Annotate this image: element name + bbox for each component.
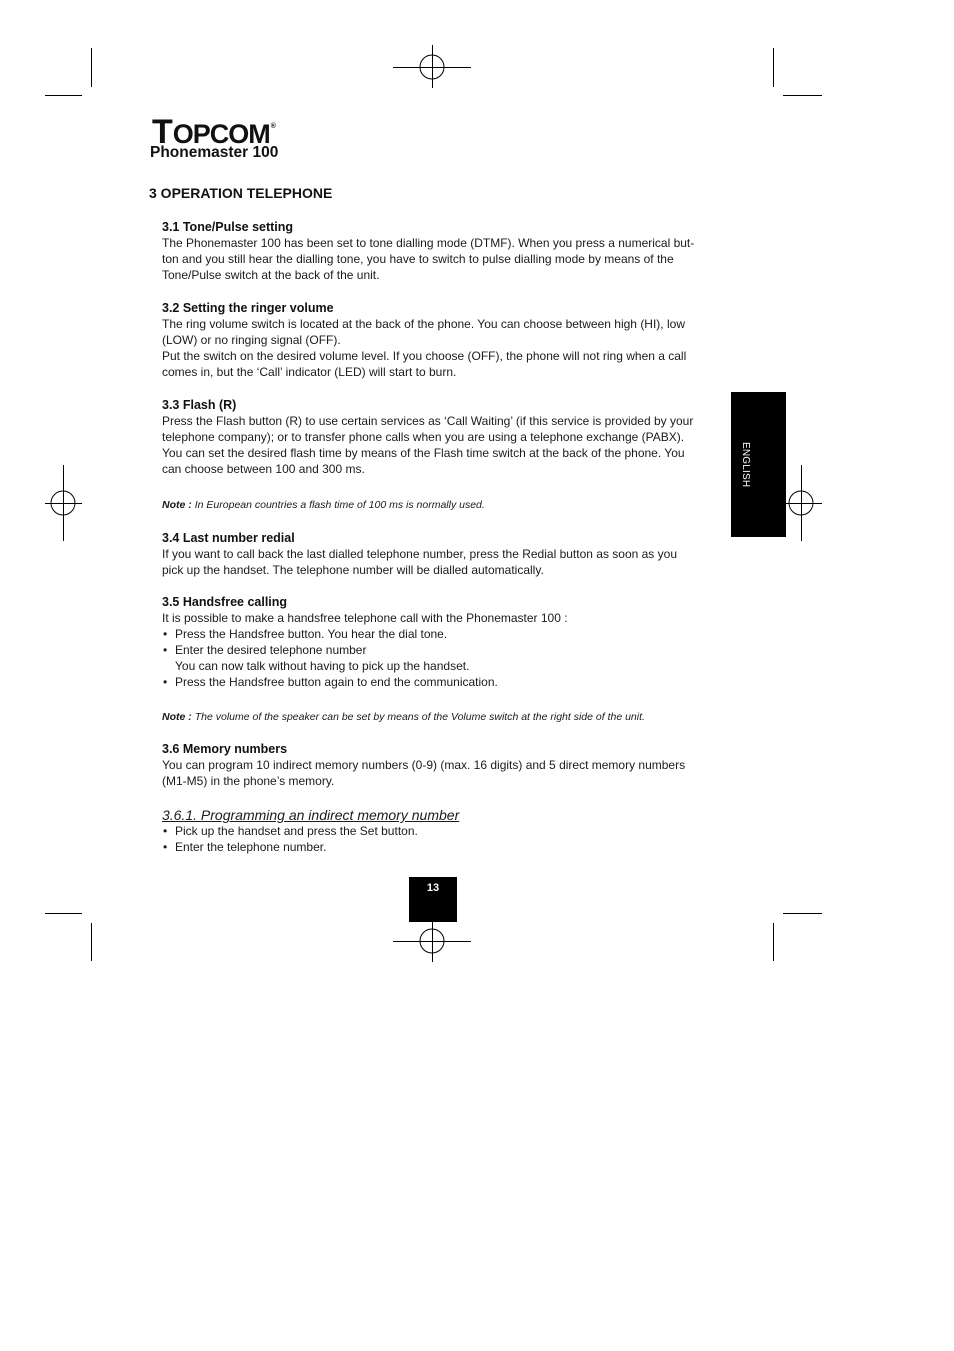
list-item <box>162 674 722 690</box>
paragraph-line: The ring volume switch is located at the back of the phone. You can choose between high (HI), low <box>162 317 685 331</box>
section-heading: 3.1 Tone/Pulse setting <box>162 220 294 234</box>
crop-mark-bottom-right <box>774 914 823 962</box>
subsection-heading: 3.6.1. Programming an indirect memory number <box>162 807 460 823</box>
list-item-text: Enter the telephone number. <box>175 840 327 854</box>
bullet: • <box>163 675 168 689</box>
paragraph-line: Put the switch on the desired volume level. If you choose (OFF), the phone will not ring when a call <box>162 349 687 363</box>
logo-letter-t: T <box>152 113 173 151</box>
paragraph-line: You can program 10 indirect memory numbers (0-9) (max. 16 digits) and 5 direct memory numbers <box>162 758 686 772</box>
logo-letters: OPCOM <box>172 119 270 149</box>
section-flash <box>162 397 722 477</box>
product-name: Phonemaster 100 <box>150 144 279 161</box>
bullet: • <box>163 824 168 838</box>
paragraph-line: It is possible to make a handsfree telephone call with the Phonemaster 100 : <box>162 611 568 625</box>
page-number: 13 <box>426 882 440 894</box>
paragraph-line: telephone company); or to transfer phone calls when you are using a telephone exchange (PABX). <box>162 430 685 444</box>
section-memory-numbers <box>162 741 722 789</box>
paragraph-line: pick up the handset. The telephone number will be dialled automatically. <box>162 563 544 577</box>
list-item <box>162 626 722 642</box>
list-item <box>162 642 722 658</box>
registration-mark-right <box>783 465 822 541</box>
section-heading: 3.5 Handsfree calling <box>162 595 288 609</box>
paragraph-line: ton and you still hear the dialling tone, you have to switch to pulse dialling mode by means of the <box>162 252 674 266</box>
crop-mark-top-right <box>774 48 823 96</box>
section-tone-pulse <box>162 219 722 283</box>
paragraph-line: Tone/Pulse switch at the back of the unit. <box>162 268 380 282</box>
paragraph-line: You can set the desired flash time by means of the Flash time switch at the back of the phone. You <box>162 446 685 460</box>
list-item-text: Press the Handsfree button. You hear the dial tone. <box>175 627 448 641</box>
section-last-number-redial <box>162 530 722 578</box>
note-speaker-volume <box>162 710 645 724</box>
paragraph-line: (LOW) or no ringing signal (OFF). <box>162 333 341 347</box>
paragraph-line: The Phonemaster 100 has been set to tone dialling mode (DTMF). When you press a numerical but- <box>162 236 695 250</box>
language-tab-label: ENGLISH <box>740 442 751 488</box>
bullet: • <box>163 840 168 854</box>
crop-mark-top-left <box>45 48 92 96</box>
page-number-box <box>409 877 457 922</box>
registration-mark-bottom <box>393 920 471 962</box>
bullet: • <box>163 627 168 641</box>
note-label: Note : <box>162 499 192 511</box>
list-item <box>162 823 722 839</box>
paragraph-line: comes in, but the ‘Call’ indicator (LED) will start to burn. <box>162 365 457 379</box>
section-heading: 3.4 Last number redial <box>162 531 295 545</box>
registered-mark: ® <box>270 123 276 130</box>
chapter-title: 3 OPERATION TELEPHONE <box>149 185 333 201</box>
paragraph-line: can choose between 100 and 300 ms. <box>162 462 365 476</box>
paragraph-line: (M1-M5) in the phone’s memory. <box>162 774 335 788</box>
paragraph-line: If you want to call back the last dialled telephone number, press the Redial button as soon as you <box>162 547 677 561</box>
section-ringer-volume <box>162 300 722 380</box>
note-text: The volume of the speaker can be set by means of the Volume switch at the right side of the unit. <box>194 711 645 723</box>
list-item-text: Pick up the handset and press the Set button. <box>175 824 418 838</box>
paragraph-line: Press the Flash button (R) to use certain services as ‘Call Waiting’ (if this service is provided by your <box>162 414 694 428</box>
list-item-text: Enter the desired telephone number <box>175 643 367 657</box>
section-heading: 3.2 Setting the ringer volume <box>162 301 334 315</box>
list-item-text: Press the Handsfree button again to end the communication. <box>175 675 498 689</box>
section-programming-indirect-memory <box>162 807 722 855</box>
note-text: In European countries a flash time of 100 ms is normally used. <box>194 499 485 511</box>
crop-mark-bottom-left <box>45 914 92 962</box>
section-handsfree-calling <box>162 594 722 690</box>
section-heading: 3.6 Memory numbers <box>162 742 288 756</box>
note-flash-time <box>162 498 485 512</box>
section-heading: 3.3 Flash (R) <box>162 398 237 412</box>
list-item-continuation: You can now talk without having to pick up the handset. <box>175 659 470 673</box>
language-tab <box>731 392 786 537</box>
list-item <box>162 839 722 855</box>
bullet: • <box>163 643 168 657</box>
note-label: Note : <box>162 711 192 723</box>
registration-mark-top <box>393 45 471 88</box>
registration-mark-left <box>45 465 82 541</box>
